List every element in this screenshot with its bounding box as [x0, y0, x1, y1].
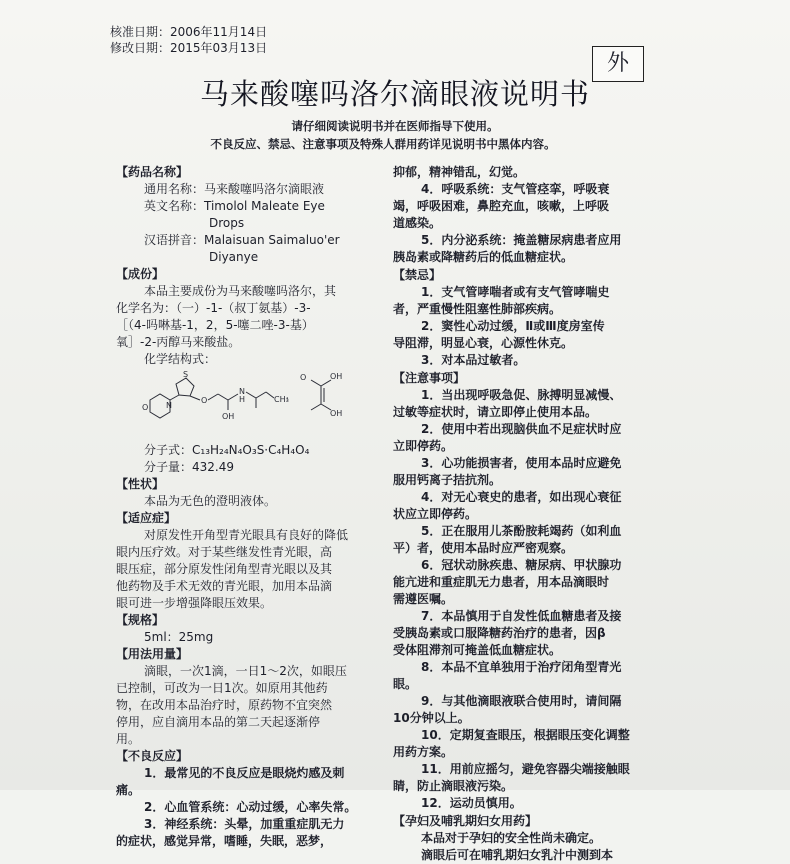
section-heading-cautions: 【注意事项】 — [393, 371, 466, 385]
adverse-line: 1．最常见的不良反应是眼烧灼感及刺 — [144, 766, 345, 780]
atom-label: OH — [330, 372, 343, 381]
section-heading-pregnancy: 【孕妇及哺乳期妇女用药】 — [393, 814, 538, 828]
dosage-line: 停用，应自滴用本品的第二天起逐渐停 — [116, 715, 321, 729]
section-heading-composition: 【成份】 — [116, 267, 165, 281]
caution-line: 7．本品慎用于自发性低血糖患者及接 — [421, 609, 622, 623]
composition-line: ［（4-吗啉基-1，2，5-噻二唑-3-基） — [116, 318, 314, 332]
caution-line: 用药方案。 — [393, 745, 454, 759]
pregnancy-line: 本品对于孕妇的安全性尚未确定。 — [421, 831, 602, 845]
section-heading-properties: 【性状】 — [116, 477, 165, 491]
revision-date: 修改日期：2015年03月13日 — [110, 41, 268, 55]
caution-line: 10．定期复查眼压，根据眼压变化调整 — [421, 728, 630, 742]
pregnancy-line: 滴眼后可在哺乳期妇女乳汁中测到本 — [421, 848, 614, 862]
adverse-cont-line: 竭，呼吸困难，鼻腔充血，咳嗽，上呼吸 — [393, 199, 610, 213]
atom-label: N — [239, 387, 245, 396]
atom-label: ， — [286, 391, 294, 400]
atom-label: O — [201, 396, 208, 405]
structure-label: 化学结构式： — [144, 352, 217, 366]
dosage-line: 用。 — [116, 732, 141, 746]
indications-line: 他药物及手术无效的青光眼，加用本品滴 — [116, 579, 333, 593]
adverse-line: 的症状，感觉异常，嗜睡，失眠，恶梦， — [116, 834, 333, 848]
adverse-cont-line: 胰岛素或降糖药后的低血糖症状。 — [393, 250, 574, 264]
atom-label: O — [300, 373, 307, 382]
spec-text: 5ml：25mg — [144, 630, 214, 644]
indications-line: 对原发性开角型青光眼具有良好的降低 — [144, 528, 349, 542]
thiadiazole-ring — [176, 378, 194, 396]
contra-line: 导阻滞，明显心衰，心源性休克。 — [393, 336, 574, 350]
chemical-structure — [116, 370, 372, 442]
caution-line: 12．运动员慎用。 — [421, 796, 522, 810]
adverse-cont-line: 5．内分泌系统：掩盖糖尿病患者应用 — [421, 233, 622, 247]
molecular-formula: 分子式：C₁₃H₂₄N₄O₃S·C₄H₄O₄ — [144, 443, 310, 457]
chemical-structure-drawing — [116, 370, 366, 442]
caution-line: 立即停药。 — [393, 439, 454, 453]
adverse-line: 痛。 — [116, 783, 141, 797]
approval-date: 核准日期：2006年11月14日 — [110, 25, 268, 39]
pinyin-name: 汉语拼音：Malaisuan Saimaluo'er — [144, 233, 340, 247]
caution-line: 5．正在服用儿茶酚胺耗竭药（如利血 — [421, 524, 622, 538]
section-heading-spec: 【规格】 — [116, 613, 165, 627]
caution-line: 能亢进和重症肌无力患者，用本品滴眼时 — [393, 575, 610, 589]
caution-line: 6．冠状动脉疾患、糖尿病、甲状腺功 — [421, 558, 622, 572]
english-name: 英文名称：Timolol Maleate Eye — [144, 199, 325, 213]
atom-label: O — [142, 403, 149, 412]
caution-line: 1．当出现呼吸急促、脉搏明显减慢、 — [421, 388, 622, 402]
properties-text: 本品为无色的澄明液体。 — [144, 494, 277, 508]
caution-line: 4．对无心衰史的患者，如出现心衰征 — [421, 490, 622, 504]
atom-label: OH — [222, 412, 235, 421]
section-heading-drug-name: 【药品名称】 — [116, 165, 189, 179]
adverse-cont-line: 4．呼吸系统：支气管痉挛，呼吸衰 — [421, 182, 610, 196]
adverse-cont-line: 道感染。 — [393, 216, 442, 230]
caution-line: 平）者，使用本品时应严密观察。 — [393, 541, 574, 555]
composition-line: 化学名为：（一）-1-（叔丁氨基）-3- — [116, 301, 311, 315]
contra-line: 者，严重慢性阻塞性肺部疾病。 — [393, 302, 562, 316]
english-name-cont: Drops — [209, 216, 245, 230]
pinyin-name-cont: Diyanye — [209, 250, 259, 264]
caution-line: 8．本品不宜单独用于治疗闭角型青光 — [421, 660, 622, 674]
atom-label: CH₃ — [274, 395, 289, 404]
left-column — [116, 164, 372, 850]
caution-line: 服用钙离子拮抗剂。 — [393, 473, 502, 487]
caution-line: 状应立即停药。 — [393, 507, 478, 521]
caution-line: 受胰岛素或口服降糖药治疗的患者，因β — [393, 626, 606, 640]
atom-label: N — [166, 401, 172, 410]
section-heading-indications: 【适应症】 — [116, 511, 177, 525]
caution-line: 受体阻滞剂可掩盖低血糖症状。 — [393, 643, 562, 657]
caution-line: 3．心功能损害者，使用本品时应避免 — [421, 456, 622, 470]
dosage-line: 已控制，可改为一日1次。如原用其他药 — [116, 681, 328, 695]
atom-label: H — [239, 395, 246, 404]
document-dates — [110, 24, 267, 56]
caution-line: 11．用前应摇匀，避免容器尖端接触眼 — [421, 762, 630, 776]
caution-line: 9．与其他滴眼液联合使用时，请间隔 — [421, 694, 622, 708]
right-column — [393, 164, 647, 864]
caution-line: 需遵医嘱。 — [393, 592, 454, 606]
caution-line: 2．使用中若出现脑供血不足症状时应 — [421, 422, 622, 436]
caution-line: 睛，防止滴眼液污染。 — [393, 779, 514, 793]
generic-name: 通用名称：马来酸噻吗洛尔滴眼液 — [144, 182, 325, 196]
bold-content-note: 不良反应、禁忌、注意事项及特殊人群用药详见说明书中黑体内容。 — [210, 137, 556, 151]
adverse-line: 3．神经系统：头晕，加重重症肌无力 — [144, 817, 345, 831]
indications-line: 眼可进一步增强降眼压效果。 — [116, 596, 273, 610]
indications-line: 眼内压疗效。对于某些继发性青光眼，高 — [116, 545, 333, 559]
caution-line: 10分钟以上。 — [393, 711, 470, 725]
read-instructions-note: 请仔细阅读说明书并在医师指导下使用。 — [291, 119, 499, 133]
atom-label: S — [183, 370, 189, 379]
external-use-badge: 外 — [592, 46, 644, 82]
atom-label: OH — [330, 409, 343, 418]
section-heading-adverse: 【不良反应】 — [116, 749, 189, 763]
contra-line: 1．支气管哮喘者或有支气管哮喘史 — [421, 285, 610, 299]
page-title: 马来酸噻吗洛尔滴眼液说明书 — [199, 77, 590, 111]
molecular-weight: 分子量：432.49 — [144, 460, 234, 474]
adverse-line: 2．心血管系统：心动过缓，心率失常。 — [144, 800, 357, 814]
contra-line: 3．对本品过敏者。 — [421, 353, 526, 367]
indications-line: 眼压症，部分原发性闭角型青光眼以及其 — [116, 562, 333, 576]
dosage-line: 滴眼，一次1滴，一日1～2次，如眼压 — [144, 664, 347, 678]
adverse-cont-line: 抑郁，精神错乱，幻觉。 — [393, 165, 526, 179]
section-heading-contraindications: 【禁忌】 — [393, 268, 442, 282]
contra-line: 2．窦性心动过缓，Ⅱ或Ⅲ度房室传 — [421, 319, 605, 333]
caution-line: 过敏等症状时，请立即停止使用本品。 — [393, 405, 598, 419]
caution-line: 眼。 — [393, 677, 418, 691]
dosage-line: 物，在改用本品治疗时，原药物不宜突然 — [116, 698, 333, 712]
section-heading-dosage: 【用法用量】 — [116, 647, 189, 661]
composition-line: 氧］-2-丙醇马来酸盐。 — [116, 335, 241, 349]
composition-line: 本品主要成份为马来酸噻吗洛尔，其 — [144, 284, 337, 298]
